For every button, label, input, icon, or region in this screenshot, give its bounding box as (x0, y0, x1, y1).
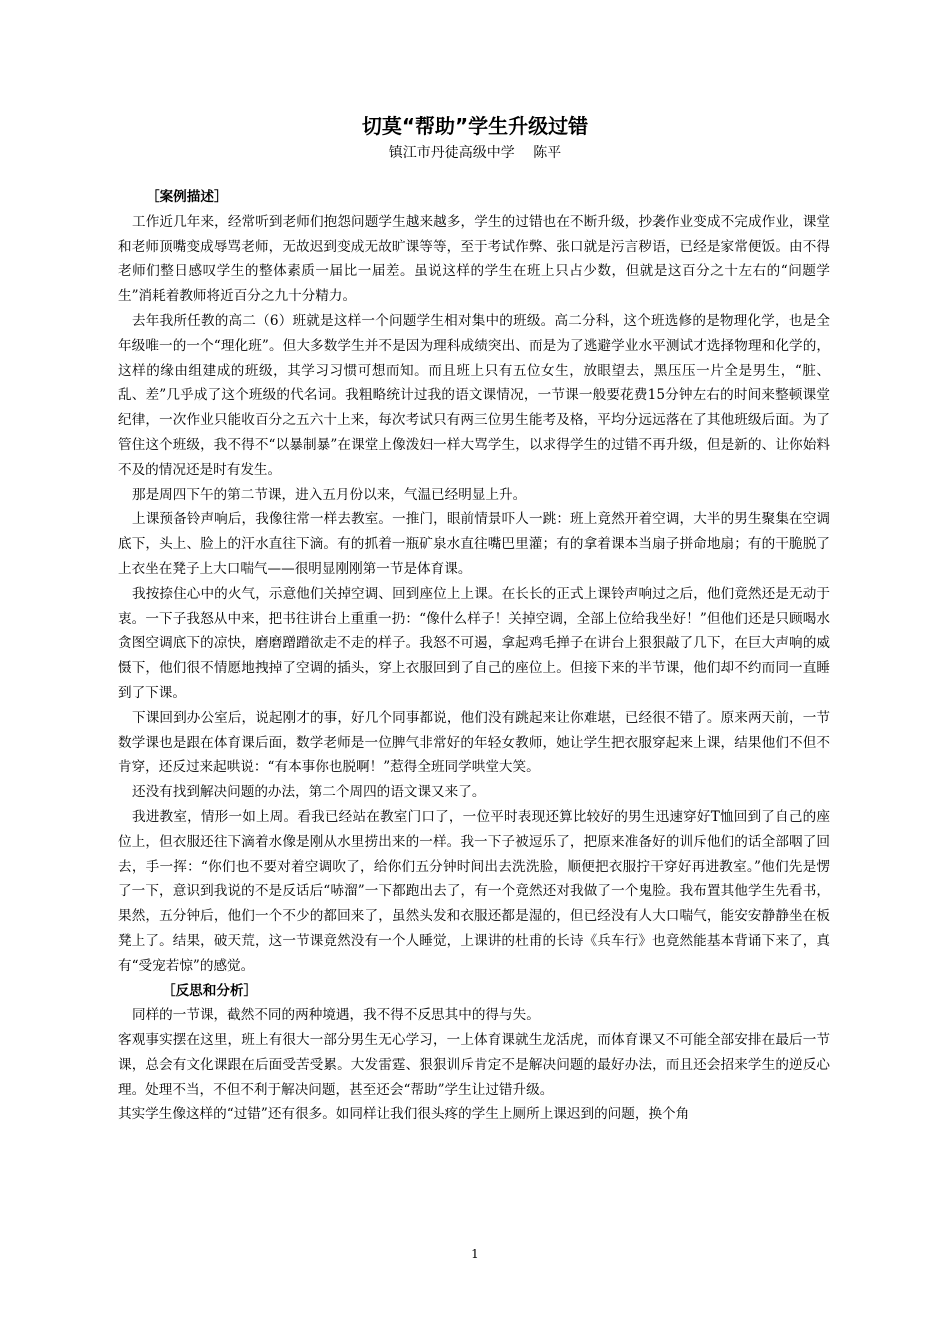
section-heading-reflection: ［反思和分析］ (162, 982, 258, 999)
paragraph: 去年我所任教的高二（6）班就是这样一个问题学生相对集中的班级。高二分科，这个班选修的是物理化学，也是全年级唯一的一个“理化班”。但大多数学生并不是因为理科成绩突出、而是为了逃避学业水平测试才选择物理和化学的，这样的缘由组建成的班级，其学习习惯可想而知。而且班上只有五位女生，放眼望去，黑压压一片全是男生，“脏、乱、差”几乎成了这个班级的代名词。我粗略统计过我的语文课情况，一节课一般要花费15分钟左右的时间来整顿课堂纪律，一次作业只能收百分之五六十上来，每次考试只有两三位男生能考及格，平均分远远落在了其他班级后面。为了管住这个班级，我不得不“以暴制暴”在课堂上像泼妇一样大骂学生，以求得学生的过错不再升级，但是新的、让你始料不及的情况还是时有发生。 (118, 312, 830, 478)
paragraph: 客观事实摆在这里，班上有很大一部分男生无心学习，一上体育课就生龙活虎，而体育课又不可能全部安排在最后一节课，总会有文化课跟在后面受苦受累。大发雷霆、狠狠训斥肯定不是解决问题的最好办法，而且还会招来学生的逆反心理。处理不当，不但不利于解决问题，甚至还会“帮助”学生让过错升级。 (118, 1032, 830, 1098)
author-line: 镇江市丹徒高级中学 陈平 (388, 145, 562, 161)
paragraph: 下课回到办公室后，说起刚才的事，好几个同事都说，他们没有跳起来让你难堪，已经很不错了。原来两天前，一节数学课也是跟在体育课后面，数学老师是一位脾气非常好的年轻女教师，她让学生把衣服穿起来上课，结果他们不但不肯穿，还反过来起哄说：“有本事你也脱啊！”惹得全班同学哄堂大笑。 (118, 709, 830, 776)
paragraph: 其实学生像这样的“过错”还有很多。如同样让我们很头疼的学生上厕所上课迟到的问题，换个角 (118, 1106, 690, 1123)
section-heading-case: ［案例描述］ (146, 189, 228, 205)
document-title: 切莫“帮助”学生升级过错 (361, 114, 589, 138)
paragraph: 上课预备铃声响后，我像往常一样去教室。一推门，眼前情景吓人一跳：班上竟然开着空调，大半的男生聚集在空调底下，头上、脸上的汗水直往下滴。有的抓着一瓶矿泉水直往嘴巴里灌；有的拿着课本当扇子拼命地扇；有的干脆脱了上衣坐在凳子上大口喘气——很明显刚刚第一节是体育课。 (118, 511, 830, 577)
paragraph: 我进教室，情形一如上周。看我已经站在教室门口了，一位平时表现还算比较好的男生迅速穿好T恤回到了自己的座位上，但衣服还往下滴着水像是刚从水里捞出来的一样。我一下子被逗乐了，把原来准备好的训斥他们的话全部咽了回去，手一挥：“你们也不要对着空调吹了，给你们五分钟时间出去洗洗脸，顺便把衣服拧干穿好再进教室。”他们先是愣了一下，意识到我说的不是反话后“哧溜”一下都跑出去了，有一个竟然还对我做了一个鬼脸。我布置其他学生先看书，果然，五分钟后，他们一个不少的都回来了，虽然头发和衣服还都是湿的，但已经没有人大口喘气，能安安静静坐在板凳上了。结果，破天荒，这一节课竟然没有一个人睡觉，上课讲的杜甫的长诗《兵车行》也竟然能基本背诵下来了，真有“受宠若惊”的感觉。 (118, 808, 830, 974)
page-number: 1 (471, 1247, 479, 1261)
paragraph: 工作近几年来，经常听到老师们抱怨问题学生越来越多，学生的过错也在不断升级，抄袭作业变成不完成作业，课堂和老师顶嘴变成辱骂老师，无故迟到变成无故旷课等等，至于考试作弊、张口就是污言秽语，已经是家常便饭。由不得老师们整日感叹学生的整体素质一届比一届差。虽说这样的学生在班上只占少数，但就是这百分之十左右的“问题学生”消耗着教师将近百分之九十分精力。 (118, 213, 830, 305)
paragraph: 那是周四下午的第二节课，进入五月份以来，气温已经明显上升。 (132, 486, 527, 503)
paragraph: 还没有找到解决问题的办法，第二个周四的语文课又来了。 (132, 784, 486, 801)
document-body (118, 185, 830, 1127)
paragraph: 我按捺住心中的火气，示意他们关掉空调、回到座位上上课。在长长的正式上课铃声响过之后，他们竟然还是无动于衷。一下子我怒从中来，把书往讲台上重重一扔：“像什么样子！关掉空调，全部上位给我坐好！”但他们还是只顾喝水贪图空调底下的凉快，磨磨蹭蹭欲走不走的样子。我怒不可遏，拿起鸡毛掸子在讲台上狠狠敲了几下，在巨大声响的威慑下，他们很不情愿地拽掉了空调的插头，穿上衣服回到了自己的座位上。但接下来的半节课，他们却不约而同一直睡到了下课。 (118, 585, 830, 701)
paragraph: 同样的一节课，截然不同的两种境遇，我不得不反思其中的得与失。 (132, 1007, 540, 1024)
